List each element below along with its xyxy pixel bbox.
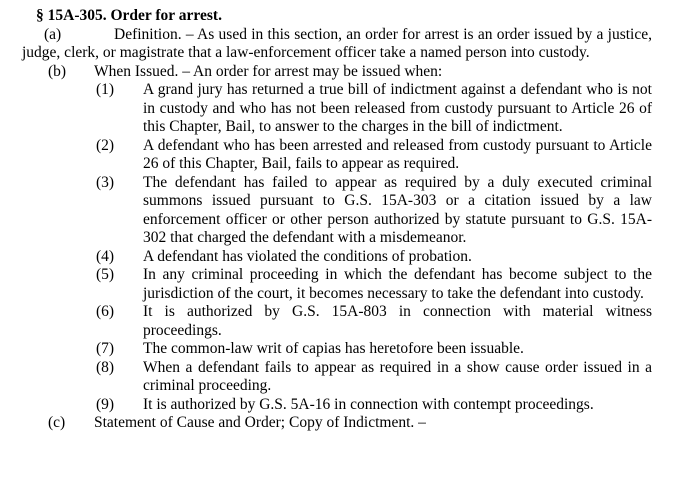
list-item-9 — [22, 396, 652, 415]
list-item-number: (8) — [96, 358, 115, 376]
list-item-text: When a defendant fails to appear as required in a show cause order issued in a criminal proceeding. — [143, 358, 652, 394]
list-item-5 — [22, 266, 652, 303]
list-item-8 — [22, 359, 652, 396]
list-item-number: (3) — [96, 173, 115, 191]
list-item-number: (9) — [96, 395, 115, 413]
subsection-b — [22, 63, 652, 82]
list-item-7 — [22, 340, 652, 359]
list-item-text: A grand jury has returned a true bill of indictment against a defendant who is not in custody and who has not been released from custody pursuant to Article 26 of this Chapter, Bail, to answer to the charges in the bill of indictment. — [143, 81, 652, 135]
list-item-text: The common-law writ of capias has heretofore been issuable. — [143, 340, 524, 357]
subsection-a-label: (a) — [44, 25, 62, 43]
subsection-c-label: (c) — [48, 414, 66, 431]
list-item-number: (4) — [96, 247, 115, 265]
list-item-text: It is authorized by G.S. 5A-16 in connection with contempt proceedings. — [143, 395, 594, 413]
list-item-6 — [22, 303, 652, 340]
list-item-text: It is authorized by G.S. 15A-803 in connection with material witness proceedings. — [143, 303, 652, 339]
list-item-number: (5) — [96, 266, 115, 283]
subsection-a — [22, 26, 652, 63]
list-item-number: (1) — [96, 81, 115, 98]
subsection-b-label: (b) — [48, 62, 67, 80]
list-item-number: (2) — [96, 136, 115, 154]
list-item-4 — [22, 248, 652, 267]
subsection-a-text: Definition. – As used in this section, an order for arrest is an order issued by a justice, judge, clerk, or magistrate that a law-enforcement officer take a named person into custody. — [22, 25, 652, 61]
list-item-number: (6) — [96, 303, 115, 320]
subsection-c — [22, 414, 652, 433]
list-item-3 — [22, 174, 652, 248]
list-item-2 — [22, 137, 652, 174]
list-item-text: A defendant who has been arrested and released from custody pursuant to Article 26 of this Chapter, Bail, fails to appear as required. — [143, 136, 652, 172]
list-item-number: (7) — [96, 340, 115, 357]
list-item-1 — [22, 81, 652, 137]
section-title: § 15A-305. Order for arrest. — [36, 7, 222, 24]
statute-document — [22, 7, 652, 433]
list-item-text: The defendant has failed to appear as required by a duly executed criminal summons issued pursuant to G.S. 15A-303 or a citation issued by a law enforcement officer or other person authorized by statute pursuant to G.S. 15A-302 that charged the defendant with a misdemeanor. — [143, 173, 652, 246]
list-item-text: A defendant has violated the conditions of probation. — [143, 247, 472, 265]
subsection-b-text: When Issued. – An order for arrest may be issued when: — [94, 62, 443, 80]
subsection-c-text: Statement of Cause and Order; Copy of Indictment. – — [94, 414, 426, 431]
list-item-text: In any criminal proceeding in which the defendant has become subject to the jurisdiction of the court, it becomes necessary to take the defendant into custody. — [143, 266, 652, 302]
